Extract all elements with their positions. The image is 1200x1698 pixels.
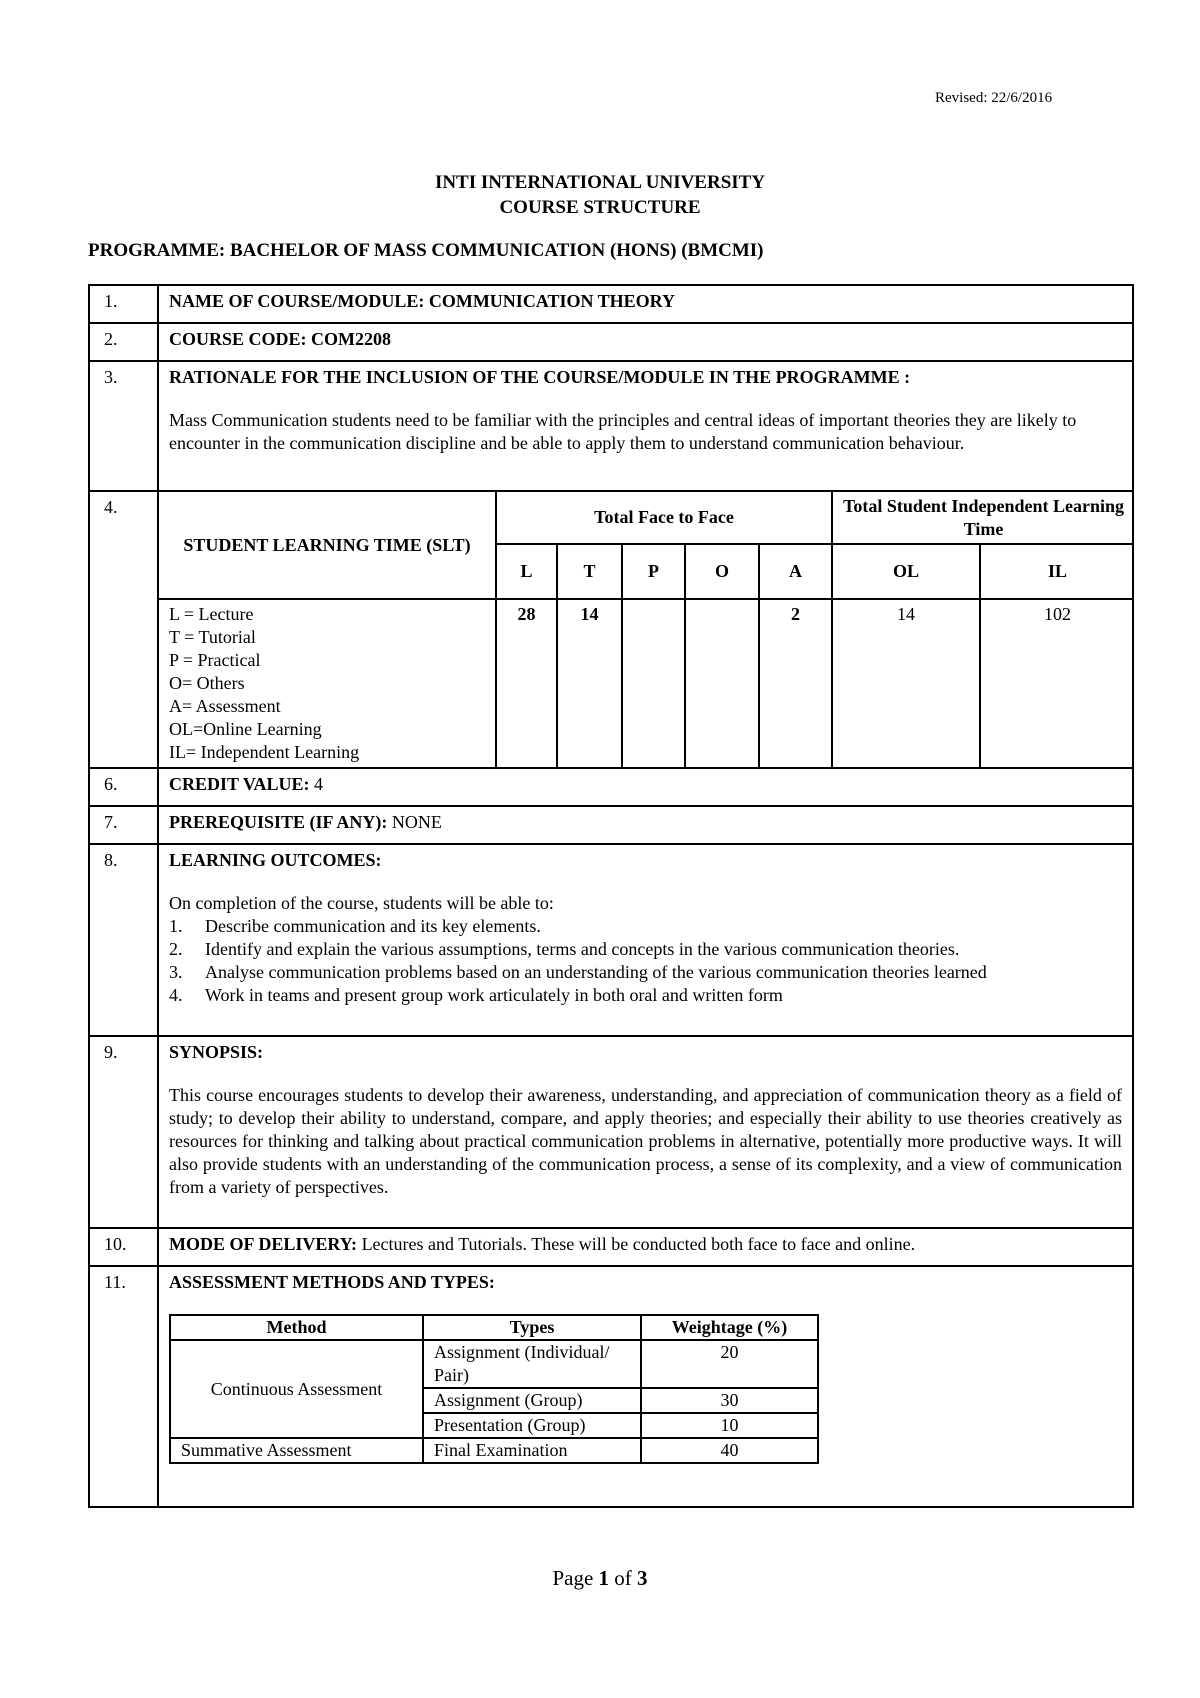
assessment-weight: 10 [641,1413,818,1438]
page-footer: Page 1 of 3 [552,1566,648,1590]
legend-item: L = Lecture [169,604,254,624]
credit-value-cell [158,768,1133,806]
learning-outcomes-intro: On completion of the course, students will be able to: [169,893,554,913]
value-ol: 14 [832,599,980,767]
assessment-table [169,1314,819,1464]
list-item: 2. Identify and explain the various assumptions, terms and concepts in the various communication theories. [169,939,960,959]
current-page: 1 [598,1566,610,1590]
row-number: 9. [89,1036,158,1228]
col-ol: OL [832,544,980,599]
row-number: 11. [89,1266,158,1507]
rationale-text: Mass Communication students need to be familiar with the principles and central ideas of important theories they are likely to encounter in the communication discipline and be able to apply them to understand communication behaviour. [169,410,1077,453]
legend-item: IL= Independent Learning [169,742,360,762]
weightage-header: Weightage (%) [641,1315,818,1340]
mode-of-delivery-value: Lectures and Tutorials. These will be conducted both face to face and online. [357,1234,916,1254]
slt-legend [159,599,496,767]
row-number: 4. [89,491,158,768]
table-row [89,1266,1133,1507]
assessment-type: Assignment (Individual/ Pair) [423,1340,641,1388]
legend-item: T = Tutorial [169,627,256,647]
col-o: O [685,544,759,599]
row-number: 1. [89,285,158,323]
row-number: 2. [89,323,158,361]
assessment-type: Assignment (Group) [423,1388,641,1413]
legend-item: A= Assessment [169,696,281,716]
col-a: A [759,544,832,599]
prerequisite-label: PREREQUISITE (IF ANY): [169,812,388,832]
rationale-cell [158,361,1133,491]
value-o [685,599,759,767]
prerequisite-value: NONE [387,812,442,832]
row-number: 3. [89,361,158,491]
credit-value-label: CREDIT VALUE: [169,774,310,794]
list-item: 4. Work in teams and present group work articulately in both oral and written form [169,985,783,1005]
mode-of-delivery-cell [158,1228,1133,1266]
assessment-header-row [170,1315,818,1340]
row-number: 8. [89,844,158,1036]
col-il: IL [980,544,1134,599]
table-row [89,323,1133,361]
independent-header: Total Student Independent Learning Time [832,492,1134,544]
col-l: L [496,544,557,599]
continuous-assessment: Continuous Assessment [170,1340,423,1438]
table-row [89,1036,1133,1228]
table-row [89,361,1133,491]
synopsis-cell [158,1036,1133,1228]
row-number: 6. [89,768,158,806]
learning-outcomes-cell [158,844,1133,1036]
assessment-type: Presentation (Group) [423,1413,641,1438]
revised-date: Revised: 22/6/2016 [935,90,1053,106]
table-row [89,844,1133,1036]
legend-item: P = Practical [169,650,261,670]
value-p [622,599,685,767]
total-pages: 3 [637,1566,648,1590]
col-t: T [557,544,622,599]
learning-outcomes-list [169,915,1122,1007]
legend-item: O= Others [169,673,245,693]
slt-cell [158,491,1133,768]
slt-title: STUDENT LEARNING TIME (SLT) [159,492,496,599]
mode-of-delivery-label: MODE OF DELIVERY: [169,1234,358,1254]
rationale-heading: RATIONALE FOR THE INCLUSION OF THE COURSE/MODULE IN THE PROGRAMME : [169,367,911,387]
face-to-face-header: Total Face to Face [496,492,832,544]
programme-title: PROGRAMME: BACHELOR OF MASS COMMUNICATION (HONS) (BMCMI) [88,240,764,261]
table-row [89,806,1133,844]
course-code-cell [158,323,1133,361]
assessment-weight: 30 [641,1388,818,1413]
document-title: COURSE STRUCTURE [499,197,701,218]
table-row [170,1438,818,1463]
slt-table [159,492,1134,767]
value-a: 2 [759,599,832,767]
list-item: 3. Analyse communication problems based on an understanding of the various communication theories learned [169,962,987,982]
course-structure-table [88,284,1134,1508]
table-row [89,768,1133,806]
synopsis-heading: SYNOPSIS: [169,1042,264,1062]
table-row [89,285,1133,323]
course-code: COURSE CODE: COM2208 [169,329,392,349]
row-number: 7. [89,806,158,844]
table-row [170,1340,818,1388]
learning-outcomes-heading: LEARNING OUTCOMES: [169,850,382,870]
method-header: Method [170,1315,423,1340]
slt-values-row [159,599,1134,767]
table-row [89,491,1133,768]
course-name-cell [158,285,1133,323]
assessment-weight: 20 [641,1340,818,1388]
value-t: 14 [557,599,622,767]
prerequisite-cell [158,806,1133,844]
value-l: 28 [496,599,557,767]
university-name: INTI INTERNATIONAL UNIVERSITY [434,172,766,193]
slt-header-row [159,492,1134,544]
legend-item: OL=Online Learning [169,719,322,739]
summative-assessment: Summative Assessment [170,1438,423,1463]
course-name: NAME OF COURSE/MODULE: COMMUNICATION THEORY [169,291,676,311]
row-number: 10. [89,1228,158,1266]
assessment-type: Final Examination [423,1438,641,1463]
table-row [89,1228,1133,1266]
value-il: 102 [980,599,1134,767]
credit-value: 4 [309,774,324,794]
types-header: Types [423,1315,641,1340]
assessment-cell [158,1266,1133,1507]
list-item: 1. Describe communication and its key elements. [169,916,541,936]
assessment-weight: 40 [641,1438,818,1463]
col-p: P [622,544,685,599]
document-header [0,170,1200,220]
synopsis-text: This course encourages students to develop their awareness, understanding, and appreciation of communication theory as a field of study; to develop their ability to understand, compare, and apply theories; and especially their ability to use theories creatively as resources for thinking and talking about practical communication problems in alternative, potentially more productive ways. It will also provide students with an understanding of the communication process, a sense of its complexity, and a view of communication from a variety of perspectives. [169,1085,1122,1197]
assessment-heading: ASSESSMENT METHODS AND TYPES: [169,1272,495,1292]
